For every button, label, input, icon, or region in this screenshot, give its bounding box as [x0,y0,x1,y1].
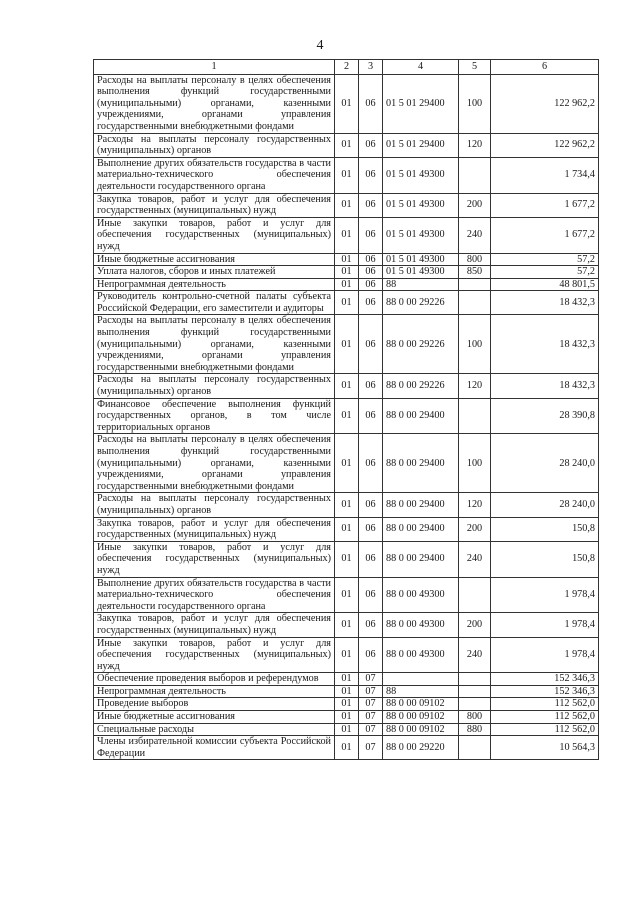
table-row [94,673,599,686]
row-target-article: 88 0 00 29226 [383,374,459,398]
table-row [94,434,599,493]
row-section: 01 [335,541,359,577]
table-row [94,736,599,760]
row-name: Члены избирательной комиссии субъекта Российской Федерации [94,736,335,760]
row-target-article: 88 0 00 29400 [383,493,459,517]
row-subsection: 06 [359,577,383,613]
row-expense-type [459,685,491,698]
row-name: Обеспечение проведения выборов и референдумов [94,673,335,686]
row-amount: 28 240,0 [491,434,599,493]
table-row [94,723,599,736]
row-subsection: 06 [359,217,383,253]
row-section: 01 [335,736,359,760]
row-name: Иные бюджетные ассигнования [94,711,335,724]
table-row [94,577,599,613]
row-section: 01 [335,577,359,613]
row-subsection: 07 [359,711,383,724]
row-expense-type: 240 [459,217,491,253]
row-target-article: 88 [383,278,459,291]
row-target-article: 88 0 00 29400 [383,434,459,493]
row-subsection: 06 [359,266,383,279]
row-subsection: 06 [359,315,383,374]
row-target-article: 88 0 00 29400 [383,541,459,577]
table-row [94,637,599,673]
row-name: Непрограммная деятельность [94,685,335,698]
row-name: Финансовое обеспечение выполнения функций государственных органов, в том числе территориальных органов [94,398,335,434]
row-amount: 18 432,3 [491,374,599,398]
row-section: 01 [335,217,359,253]
row-section: 01 [335,711,359,724]
row-subsection: 07 [359,698,383,711]
row-amount: 1 978,4 [491,577,599,613]
row-expense-type [459,157,491,193]
row-amount: 112 562,0 [491,723,599,736]
row-name: Специальные расходы [94,723,335,736]
row-expense-type [459,673,491,686]
row-name: Расходы на выплаты персоналу в целях обеспечения выполнения функций государственными (муниципальными) органами, казенными учреждениями, органами управления государственными внебюджетными фондами [94,434,335,493]
row-expense-type [459,736,491,760]
row-amount: 18 432,3 [491,291,599,315]
row-expense-type: 100 [459,74,491,133]
row-name: Выполнение других обязательств государства в части материально-технического обеспечения деятельности государственного органа [94,157,335,193]
row-target-article: 01 5 01 29400 [383,133,459,157]
row-expense-type: 200 [459,613,491,637]
row-amount: 122 962,2 [491,74,599,133]
header-cell: 4 [383,60,459,75]
row-subsection: 06 [359,74,383,133]
row-subsection: 06 [359,374,383,398]
row-name: Иные закупки товаров, работ и услуг для обеспечения государственных (муниципальных) нужд [94,217,335,253]
row-subsection: 06 [359,157,383,193]
row-amount: 10 564,3 [491,736,599,760]
row-name: Иные бюджетные ассигнования [94,253,335,266]
row-amount: 152 346,3 [491,673,599,686]
header-row [94,60,599,75]
row-target-article: 88 0 00 29226 [383,315,459,374]
row-amount: 1 734,4 [491,157,599,193]
row-amount: 57,2 [491,266,599,279]
row-subsection: 06 [359,133,383,157]
row-section: 01 [335,723,359,736]
table-row [94,711,599,724]
row-target-article: 88 0 00 09102 [383,723,459,736]
row-amount: 1 677,2 [491,217,599,253]
row-expense-type: 880 [459,723,491,736]
row-target-article: 88 0 00 49300 [383,613,459,637]
row-expense-type: 120 [459,133,491,157]
row-amount: 1 978,4 [491,637,599,673]
row-target-article: 88 0 00 49300 [383,577,459,613]
row-name: Непрограммная деятельность [94,278,335,291]
row-expense-type: 120 [459,493,491,517]
row-amount: 1 978,4 [491,613,599,637]
budget-table [93,59,599,760]
table-row [94,698,599,711]
row-name: Закупка товаров, работ и услуг для обеспечения государственных (муниципальных) нужд [94,517,335,541]
row-amount: 112 562,0 [491,711,599,724]
row-expense-type: 240 [459,541,491,577]
row-target-article: 01 5 01 49300 [383,253,459,266]
row-amount: 150,8 [491,541,599,577]
row-amount: 1 677,2 [491,193,599,217]
row-expense-type [459,577,491,613]
table-row [94,541,599,577]
header-cell: 5 [459,60,491,75]
table-row [94,74,599,133]
table-row [94,374,599,398]
row-section: 01 [335,133,359,157]
row-name: Выполнение других обязательств государства в части материально-технического обеспечения деятельности государственного органа [94,577,335,613]
row-target-article: 88 0 00 29400 [383,398,459,434]
row-amount: 18 432,3 [491,315,599,374]
row-subsection: 06 [359,493,383,517]
row-target-article: 88 [383,685,459,698]
row-amount: 112 562,0 [491,698,599,711]
row-amount: 122 962,2 [491,133,599,157]
row-expense-type: 800 [459,253,491,266]
row-section: 01 [335,613,359,637]
row-expense-type: 100 [459,315,491,374]
row-expense-type: 240 [459,637,491,673]
row-expense-type [459,278,491,291]
row-subsection: 06 [359,637,383,673]
table-row [94,157,599,193]
row-subsection: 06 [359,541,383,577]
row-target-article: 01 5 01 49300 [383,157,459,193]
row-target-article: 88 0 00 09102 [383,698,459,711]
row-subsection: 06 [359,434,383,493]
row-subsection: 06 [359,291,383,315]
row-section: 01 [335,315,359,374]
row-name: Расходы на выплаты персоналу государственных (муниципальных) органов [94,133,335,157]
row-target-article: 01 5 01 29400 [383,74,459,133]
row-section: 01 [335,74,359,133]
table-row [94,193,599,217]
row-expense-type [459,398,491,434]
header-cell: 1 [94,60,335,75]
row-name: Расходы на выплаты персоналу в целях обеспечения выполнения функций государственными (муниципальными) органами, казенными учреждениями, органами управления государственными внебюджетными фондами [94,74,335,133]
row-section: 01 [335,193,359,217]
row-name: Закупка товаров, работ и услуг для обеспечения государственных (муниципальных) нужд [94,613,335,637]
row-target-article: 01 5 01 49300 [383,193,459,217]
row-section: 01 [335,157,359,193]
row-expense-type [459,291,491,315]
table-row [94,315,599,374]
row-expense-type [459,698,491,711]
row-name: Руководитель контрольно-счетной палаты субъекта Российской Федерации, его заместители и аудиторы [94,291,335,315]
row-section: 01 [335,398,359,434]
row-name: Расходы на выплаты персоналу государственных (муниципальных) органов [94,374,335,398]
table-row [94,253,599,266]
row-name: Закупка товаров, работ и услуг для обеспечения государственных (муниципальных) нужд [94,193,335,217]
row-target-article: 01 5 01 49300 [383,217,459,253]
row-name: Иные закупки товаров, работ и услуг для обеспечения государственных (муниципальных) нужд [94,541,335,577]
row-section: 01 [335,434,359,493]
row-name: Расходы на выплаты персоналу в целях обеспечения выполнения функций государственными (муниципальными) органами, казенными учреждениями, органами управления государственными внебюджетными фондами [94,315,335,374]
row-subsection: 07 [359,673,383,686]
row-amount: 48 801,5 [491,278,599,291]
row-amount: 28 390,8 [491,398,599,434]
row-expense-type: 850 [459,266,491,279]
row-amount: 152 346,3 [491,685,599,698]
header-cell: 2 [335,60,359,75]
page-number: 4 [316,38,324,53]
header-cell: 6 [491,60,599,75]
table-row [94,217,599,253]
row-name: Проведение выборов [94,698,335,711]
row-target-article: 88 0 00 09102 [383,711,459,724]
row-name: Уплата налогов, сборов и иных платежей [94,266,335,279]
row-section: 01 [335,685,359,698]
row-amount: 57,2 [491,253,599,266]
row-name: Расходы на выплаты персоналу государственных (муниципальных) органов [94,493,335,517]
row-target-article [383,673,459,686]
row-expense-type: 100 [459,434,491,493]
table-row [94,133,599,157]
row-subsection: 07 [359,723,383,736]
row-subsection: 06 [359,278,383,291]
table-row [94,613,599,637]
table-row [94,266,599,279]
row-section: 01 [335,253,359,266]
row-target-article: 88 0 00 49300 [383,637,459,673]
row-amount: 150,8 [491,517,599,541]
row-expense-type: 120 [459,374,491,398]
table-row [94,278,599,291]
table-row [94,517,599,541]
row-section: 01 [335,278,359,291]
row-subsection: 06 [359,253,383,266]
row-section: 01 [335,374,359,398]
row-target-article: 88 0 00 29400 [383,517,459,541]
row-subsection: 07 [359,736,383,760]
row-target-article: 01 5 01 49300 [383,266,459,279]
table-row [94,685,599,698]
row-name: Иные закупки товаров, работ и услуг для обеспечения государственных (муниципальных) нужд [94,637,335,673]
row-expense-type: 800 [459,711,491,724]
table-row [94,291,599,315]
row-section: 01 [335,517,359,541]
row-section: 01 [335,698,359,711]
row-section: 01 [335,291,359,315]
row-section: 01 [335,637,359,673]
table-row [94,398,599,434]
row-expense-type: 200 [459,193,491,217]
row-amount: 28 240,0 [491,493,599,517]
row-target-article: 88 0 00 29226 [383,291,459,315]
row-expense-type: 200 [459,517,491,541]
row-subsection: 06 [359,517,383,541]
row-section: 01 [335,673,359,686]
row-subsection: 06 [359,613,383,637]
row-target-article: 88 0 00 29220 [383,736,459,760]
header-cell: 3 [359,60,383,75]
table-row [94,493,599,517]
row-section: 01 [335,266,359,279]
table-body [94,74,599,760]
row-section: 01 [335,493,359,517]
row-subsection: 06 [359,398,383,434]
row-subsection: 06 [359,193,383,217]
row-subsection: 07 [359,685,383,698]
